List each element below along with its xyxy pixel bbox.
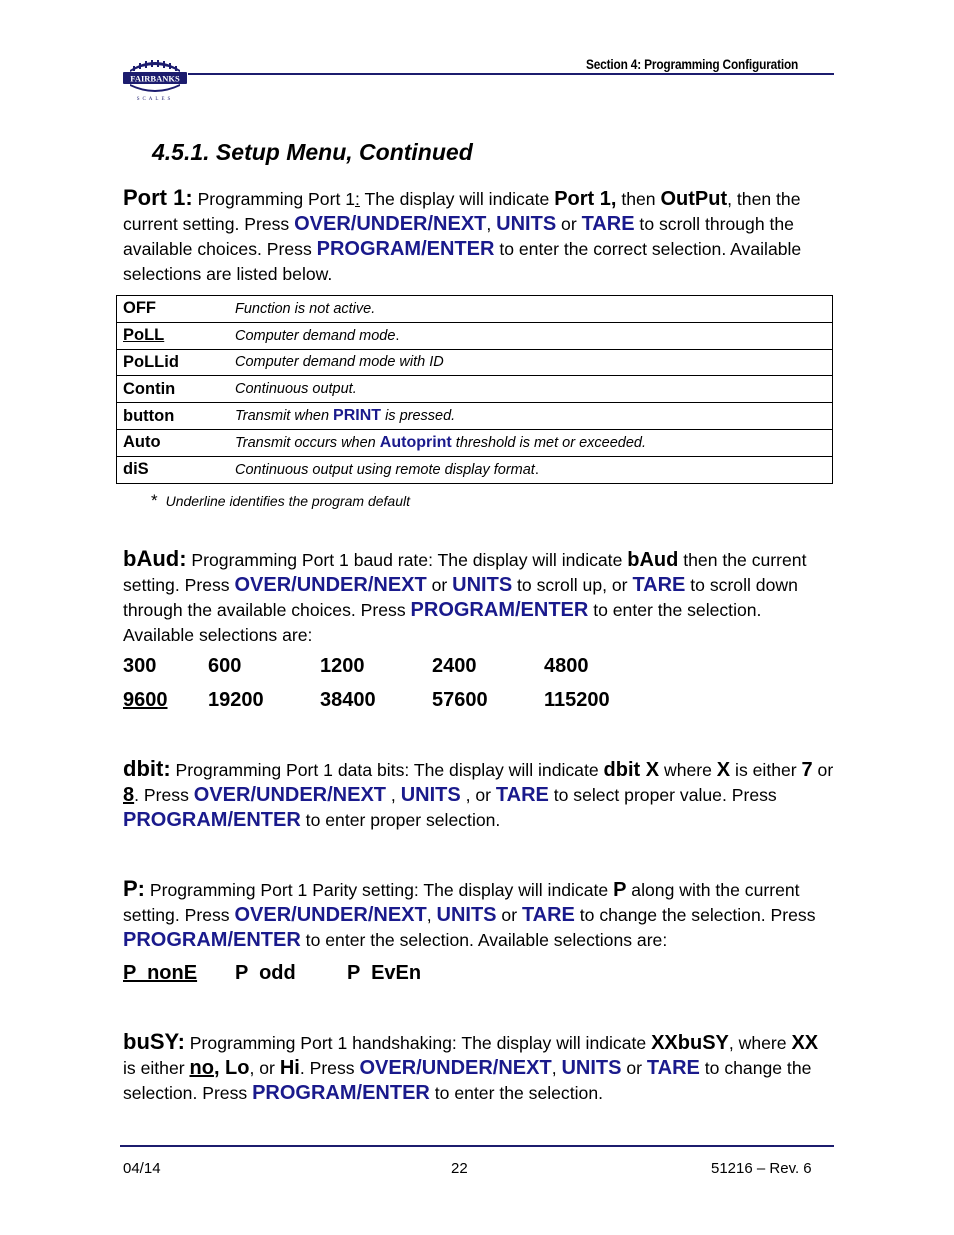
footnote <box>151 491 410 511</box>
parity-option-default: P nonE <box>123 962 198 984</box>
option-code: PoLLid <box>117 349 230 376</box>
header-section-title: Section 4: Programming Configuration <box>586 57 799 72</box>
table-row <box>117 376 833 403</box>
dbit-default: 8 <box>123 784 135 806</box>
program-enter-key: PROGRAM/ENTER <box>123 929 301 951</box>
program-enter-key: PROGRAM/ENTER <box>252 1082 430 1104</box>
footer-doc-number: 51216 – Rev. 6 <box>711 1160 812 1177</box>
option-desc: Continuous output using remote display format. <box>229 456 833 483</box>
dbit-paragraph: dbit: Programming Port 1 data bits: The display will indicate dbit X where X is either 7 or 8. Press OVER/UNDER/NEXT , UNITS , or TARE to select proper value. Press PROGRAM/ENTER to enter proper selection. <box>123 756 834 831</box>
baud-rate-default: 9600 <box>123 689 168 711</box>
baud-rate: 57600 <box>432 689 488 711</box>
option-code: OFF <box>117 296 230 323</box>
tare-key: TARE <box>495 784 549 806</box>
busy-paragraph: buSY: Programming Port 1 handshaking: The display will indicate XXbuSY, where XX is either no, Lo, or Hi. Press OVER/UNDER/NEXT, UNITS or TARE to change the selection. Press PROGRAM/ENTER to enter the selection. <box>123 1029 819 1104</box>
option-desc: Computer demand mode with ID <box>229 349 833 376</box>
busy-label: buSY: <box>123 1029 185 1054</box>
baud-label: bAud: <box>123 546 187 571</box>
baud-rate: 2400 <box>432 655 477 677</box>
port1-paragraph: Port 1: Programming Port 1: The display will indicate Port 1, then OutPut, then the current setting. Press OVER/UNDER/NEXT, UNITS or TARE to scroll through the available choices. Press PROGRAM/ENTER to enter the correct selection. Available selections are listed below. <box>123 185 802 284</box>
over-under-next-key: OVER/UNDER/NEXT <box>193 784 387 806</box>
table-row <box>117 322 833 349</box>
table-row <box>117 349 833 376</box>
port1-label: Port 1: <box>123 185 193 210</box>
option-desc: Transmit occurs when Autoprint threshold is met or exceeded. <box>229 429 833 456</box>
over-under-next-key: OVER/UNDER/NEXT <box>359 1057 552 1079</box>
units-key: UNITS <box>436 904 497 926</box>
units-key: UNITS <box>496 213 557 235</box>
parity-option: P odd <box>235 962 296 984</box>
table-row <box>117 296 833 323</box>
tare-key: TARE <box>521 904 575 926</box>
baud-rate: 600 <box>208 655 242 677</box>
fairbanks-logo <box>122 56 188 102</box>
over-under-next-key: OVER/UNDER/NEXT <box>294 213 487 235</box>
option-desc: Computer demand mode. <box>229 322 833 349</box>
tare-key: TARE <box>632 574 686 596</box>
dbit-label: dbit: <box>123 756 171 781</box>
parity-label: P: <box>123 876 145 901</box>
header-rule <box>188 73 834 75</box>
option-code: button <box>117 403 230 430</box>
program-enter-key: PROGRAM/ENTER <box>410 599 589 621</box>
table-row <box>117 429 833 456</box>
option-code: Contin <box>117 376 230 403</box>
baud-rate: 300 <box>123 655 157 677</box>
footnote-star: * <box>151 491 158 510</box>
tare-key: TARE <box>646 1057 700 1079</box>
baud-rate: 19200 <box>208 689 264 711</box>
logo-subtext: SCALES <box>136 97 174 102</box>
port1-options-table <box>116 295 833 484</box>
option-desc: Continuous output. <box>229 376 833 403</box>
table-row <box>117 403 833 430</box>
option-code: Auto <box>117 429 230 456</box>
tare-key: TARE <box>581 213 635 235</box>
units-key: UNITS <box>400 784 461 806</box>
units-key: UNITS <box>561 1057 622 1079</box>
baud-rate: 1200 <box>320 655 365 677</box>
option-code: diS <box>117 456 230 483</box>
baud-rate: 115200 <box>544 689 610 711</box>
option-desc: Function is not active. <box>229 296 833 323</box>
over-under-next-key: OVER/UNDER/NEXT <box>234 904 427 926</box>
units-key: UNITS <box>452 574 513 596</box>
baud-paragraph: bAud: Programming Port 1 baud rate: The display will indicate bAud then the current setting. Press OVER/UNDER/NEXT or UNITS to scroll up, or TARE to scroll down through the available choices. Press PROGRAM/ENTER to enter the selection. Available selections are: <box>123 546 807 645</box>
parity-option: P EvEn <box>347 962 422 984</box>
program-enter-key: PROGRAM/ENTER <box>316 238 495 260</box>
option-desc: Transmit when PRINT is pressed. <box>229 403 833 430</box>
section-title: 4.5.1. Setup Menu, Continued <box>152 139 473 165</box>
option-code-default: PoLL <box>117 322 230 349</box>
baud-rate: 38400 <box>320 689 376 711</box>
parity-paragraph: P: Programming Port 1 Parity setting: The display will indicate P along with the current setting. Press OVER/UNDER/NEXT, UNITS or TARE to change the selection. Press PROGRAM/ENTER to enter the selection. Available selections are: <box>123 876 816 951</box>
busy-default: no <box>189 1057 214 1079</box>
logo-wordmark: FAIRBANKS <box>130 73 180 84</box>
table-row <box>117 456 833 483</box>
over-under-next-key: OVER/UNDER/NEXT <box>234 574 427 596</box>
program-enter-key: PROGRAM/ENTER <box>123 809 301 831</box>
footer-rule <box>120 1145 834 1147</box>
baud-rate: 4800 <box>544 655 589 677</box>
footnote-text: Underline identifies the program default <box>165 493 410 509</box>
footer-date: 04/14 <box>123 1160 161 1177</box>
footer-page-number: 22 <box>451 1160 468 1177</box>
